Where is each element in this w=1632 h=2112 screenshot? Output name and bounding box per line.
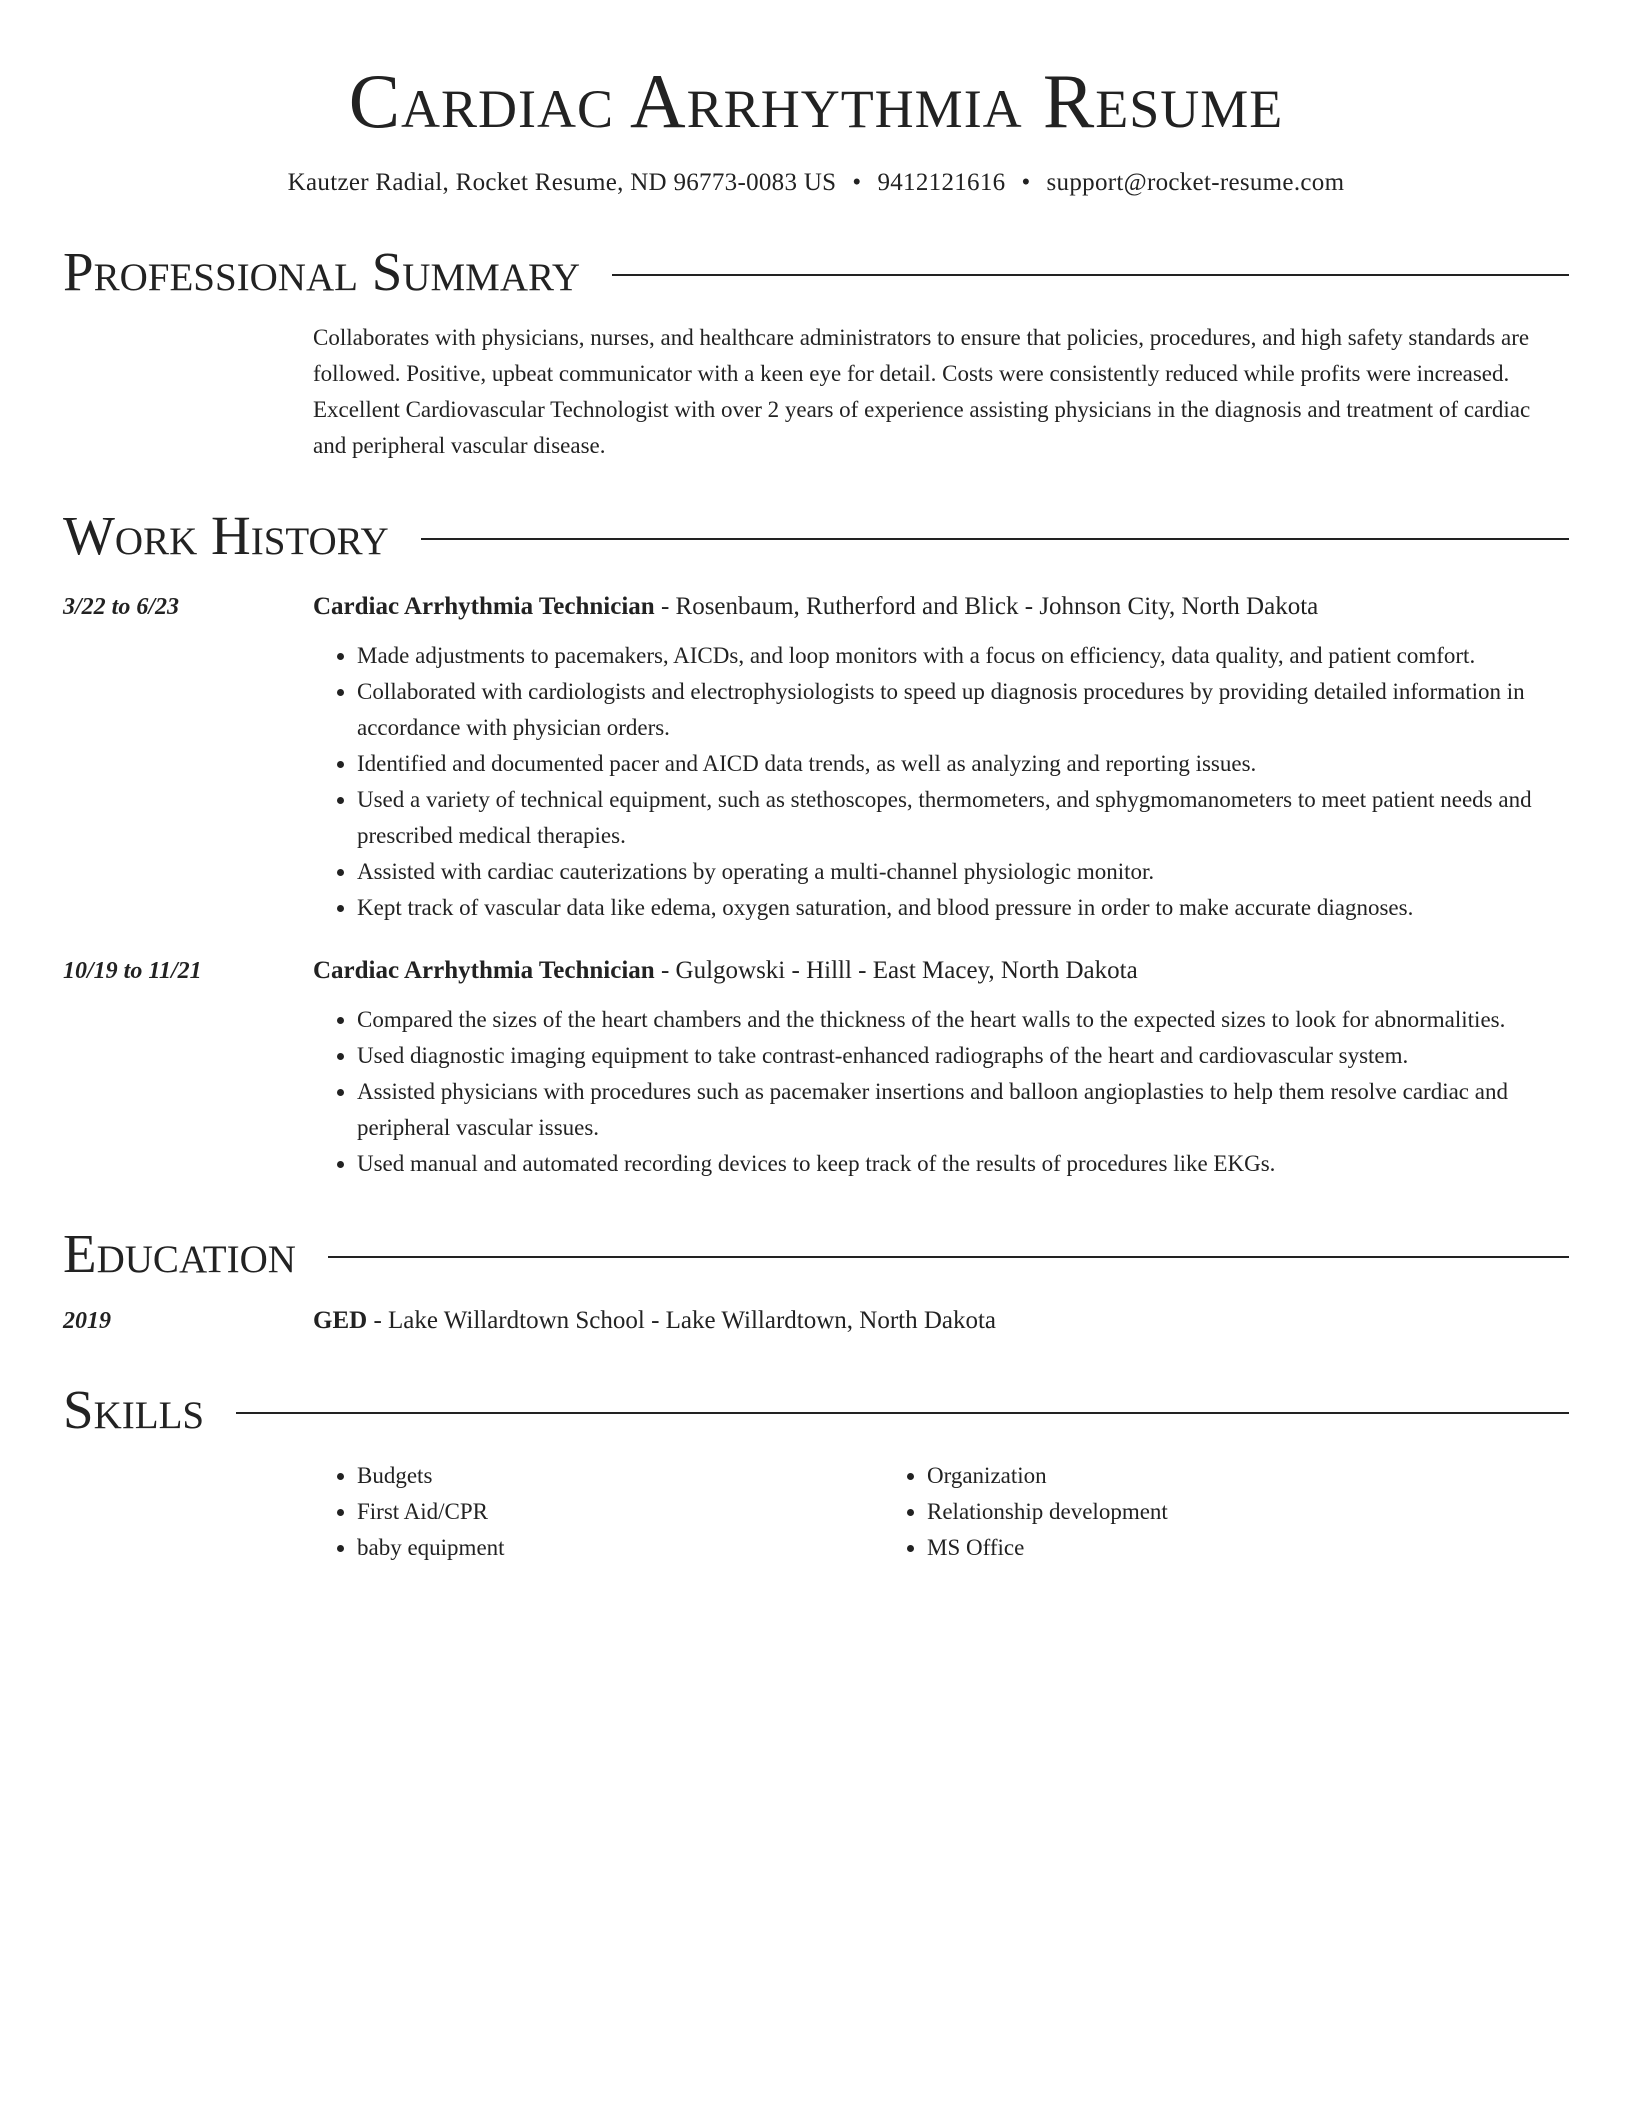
skill-item: • Organization xyxy=(927,1458,1453,1494)
skill-item: • Relationship development xyxy=(927,1494,1453,1530)
summary-section-heading xyxy=(63,242,1569,302)
skills-list xyxy=(313,1458,1569,1566)
job-title: Cardiac Arrhythmia Technician xyxy=(313,593,655,620)
education-section-heading xyxy=(63,1224,1569,1284)
job-entry xyxy=(63,954,1569,1182)
job-bullet: • Identified and documented pacer and AICD data trends, as well as analyzing and reporting issues. xyxy=(357,746,1569,782)
education-degree: GED xyxy=(313,1307,368,1334)
job-heading xyxy=(313,590,1569,624)
skills-section-heading xyxy=(63,1380,1569,1440)
job-bullet: • Kept track of vascular data like edema, oxygen saturation, and blood pressure in order to make accurate diagnoses. xyxy=(357,890,1569,926)
job-bullet: • Used diagnostic imaging equipment to take contrast-enhanced radiographs of the heart and cardiovascular system. xyxy=(357,1038,1569,1074)
education-date: 2019 xyxy=(63,1308,111,1334)
job-bullet: • Used a variety of technical equipment, such as stethoscopes, thermometers, and sphygmomanometers to meet patient needs and prescribed medical therapies. xyxy=(357,782,1569,854)
job-bullet: • Assisted physicians with procedures such as pacemaker insertions and balloon angioplasties to help them resolve cardiac and peripheral vascular issues. xyxy=(357,1074,1569,1146)
professional-summary: Collaborates with physicians, nurses, and healthcare administrators to ensure that policies, procedures, and high safety standards are followed. Positive, upbeat communicator with a keen eye for detail. Costs were consistently reduced while profits were increased. Excellent Cardiovascular Technologist with over 2 years of experience assisting physicians in the diagnosis and treatment of cardiac and peripheral vascular disease. xyxy=(313,325,1531,458)
skill-item: • Budgets xyxy=(357,1458,883,1494)
phone: 9412121616 xyxy=(877,169,1006,196)
job-entry xyxy=(63,590,1569,926)
section-title: Skills xyxy=(63,1379,205,1440)
job-employer: - Gulgowski - Hilll - East Macey, North Dakota xyxy=(654,957,1138,984)
education-school: - Lake Willardtown School - Lake Willardtown, North Dakota xyxy=(367,1307,997,1334)
skill-item: • First Aid/CPR xyxy=(357,1494,883,1530)
skill-item: • MS Office xyxy=(927,1530,1453,1566)
job-bullet: • Compared the sizes of the heart chambers and the thickness of the heart walls to the expected sizes to look for abnormalities. xyxy=(357,1002,1569,1038)
contact-separator: • xyxy=(1021,169,1031,196)
skills-column-right xyxy=(883,1458,1453,1566)
resume-title: Cardiac Arrhythmia Resume xyxy=(348,58,1284,144)
job-bullet: • Used manual and automated recording devices to keep track of the results of procedures like EKGs. xyxy=(357,1146,1569,1182)
section-divider xyxy=(421,538,1569,540)
job-body xyxy=(313,954,1569,1182)
section-title: Education xyxy=(63,1223,296,1284)
job-employer: - Rosenbaum, Rutherford and Blick - Johnson City, North Dakota xyxy=(654,593,1319,620)
job-date: 10/19 to 11/21 xyxy=(63,958,202,984)
job-heading xyxy=(313,954,1569,988)
education-heading xyxy=(313,1304,996,1338)
skills-column-left xyxy=(313,1458,883,1566)
job-bullets xyxy=(313,638,1569,926)
contact-separator: • xyxy=(852,169,862,196)
section-divider xyxy=(612,274,1569,276)
section-divider xyxy=(328,1256,1569,1258)
job-bullet: • Assisted with cardiac cauterizations by operating a multi-channel physiologic monitor. xyxy=(357,854,1569,890)
job-body xyxy=(313,590,1569,926)
section-title: Professional Summary xyxy=(63,241,581,302)
job-bullets xyxy=(313,1002,1569,1182)
education-entry xyxy=(63,1304,1569,1338)
job-bullet: • Collaborated with cardiologists and electrophysiologists to speed up diagnosis procedures by providing detailed information in accordance with physician orders. xyxy=(357,674,1569,746)
section-title: Work History xyxy=(63,505,389,566)
address: Kautzer Radial, Rocket Resume, ND 96773-0083 US xyxy=(287,169,837,196)
job-date: 3/22 to 6/23 xyxy=(63,594,180,620)
work-section-heading xyxy=(63,506,1569,566)
job-bullet: • Made adjustments to pacemakers, AICDs, and loop monitors with a focus on efficiency, data quality, and patient comfort. xyxy=(357,638,1569,674)
section-divider xyxy=(236,1412,1569,1414)
email: support@rocket-resume.com xyxy=(1046,169,1345,196)
contact-line xyxy=(63,166,1569,200)
skill-item: • baby equipment xyxy=(357,1530,883,1566)
job-title: Cardiac Arrhythmia Technician xyxy=(313,957,655,984)
